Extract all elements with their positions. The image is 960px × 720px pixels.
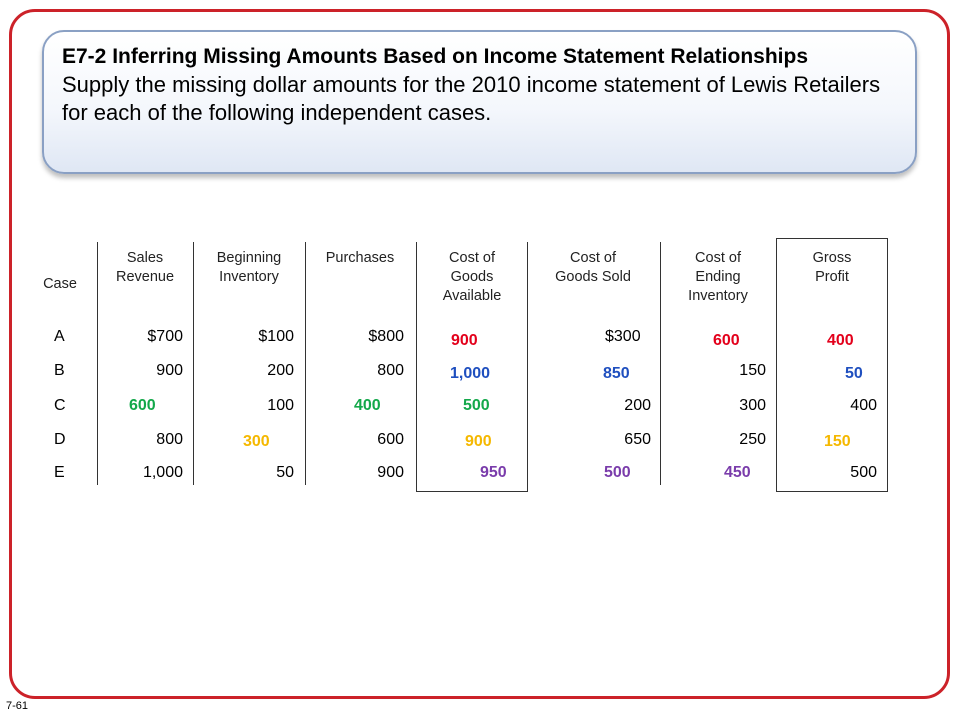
header-top-rule bbox=[776, 238, 888, 239]
gross-profit-value: 500 bbox=[850, 464, 877, 481]
purchases-answer: 400 bbox=[354, 397, 381, 414]
purchases-value: $800 bbox=[368, 328, 404, 345]
cost-goods-sold-answer: 500 bbox=[604, 464, 631, 481]
column-divider bbox=[97, 242, 98, 485]
case-label: A bbox=[54, 328, 65, 345]
purchases-value: 800 bbox=[377, 362, 404, 379]
header-gross-profit: Gross Profit bbox=[812, 250, 852, 285]
exercise-description: Supply the missing dollar amounts for the 2010 income statement of Lewis Retailers for each of the following independent cases. bbox=[62, 72, 881, 125]
cost-goods-sold-answer: 850 bbox=[603, 365, 630, 382]
purchases-value: 600 bbox=[377, 431, 404, 448]
sales-revenue-value: 1,000 bbox=[142, 464, 183, 481]
column-divider bbox=[776, 238, 777, 492]
ending-inventory-answer: 450 bbox=[724, 464, 751, 481]
header-case: Case bbox=[43, 276, 77, 292]
header-cost-goods-sold: Cost of Goods Sold bbox=[555, 250, 631, 285]
case-label: E bbox=[54, 464, 65, 481]
goods-available-answer: 900 bbox=[465, 433, 492, 450]
sales-revenue-value: 900 bbox=[156, 362, 183, 379]
header-sales-revenue: Sales Revenue bbox=[115, 250, 175, 285]
gross-profit-value: 400 bbox=[850, 397, 877, 414]
header-purchases: Purchases bbox=[325, 250, 395, 266]
cost-goods-sold-value: $300 bbox=[605, 328, 641, 345]
goods-available-answer: 900 bbox=[451, 332, 478, 349]
bottom-rule bbox=[776, 491, 888, 492]
cost-goods-sold-value: 200 bbox=[624, 397, 651, 414]
ending-inventory-answer: 600 bbox=[713, 332, 740, 349]
ending-inventory-value: 150 bbox=[739, 362, 766, 379]
slide-number: 7-61 bbox=[6, 700, 29, 712]
exercise-heading: E7-2 Inferring Missing Amounts Based on Income Statement Relationships bbox=[62, 45, 809, 68]
title-text bbox=[62, 43, 902, 127]
header-beginning-inventory: Beginning Inventory bbox=[216, 250, 282, 285]
goods-available-answer: 500 bbox=[463, 397, 490, 414]
title-box bbox=[42, 30, 917, 174]
bottom-rule bbox=[416, 491, 528, 492]
case-label: C bbox=[54, 397, 66, 414]
beginning-inventory-value: 200 bbox=[267, 362, 294, 379]
ending-inventory-value: 300 bbox=[739, 397, 766, 414]
beginning-inventory-value: 50 bbox=[276, 464, 294, 481]
ending-inventory-value: 250 bbox=[739, 431, 766, 448]
sales-revenue-value: $700 bbox=[147, 328, 183, 345]
gross-profit-answer: 150 bbox=[824, 433, 851, 450]
column-divider bbox=[887, 238, 888, 492]
column-divider bbox=[527, 242, 528, 492]
gross-profit-answer: 50 bbox=[845, 365, 863, 382]
beginning-inventory-value: $100 bbox=[258, 328, 294, 345]
case-label: B bbox=[54, 362, 65, 379]
case-label: D bbox=[54, 431, 66, 448]
column-divider bbox=[660, 242, 661, 485]
gross-profit-answer: 400 bbox=[827, 332, 854, 349]
purchases-value: 900 bbox=[377, 464, 404, 481]
beginning-inventory-answer: 300 bbox=[243, 433, 270, 450]
column-divider bbox=[305, 242, 306, 485]
header-cost-goods-available: Cost of Goods Available bbox=[442, 250, 502, 304]
goods-available-answer: 950 bbox=[480, 464, 507, 481]
sales-revenue-value: 800 bbox=[156, 431, 183, 448]
header-cost-ending-inventory: Cost of Ending Inventory bbox=[688, 250, 748, 304]
column-divider bbox=[416, 242, 417, 492]
sales-revenue-answer: 600 bbox=[129, 397, 156, 414]
goods-available-answer: 1,000 bbox=[450, 365, 491, 382]
beginning-inventory-value: 100 bbox=[267, 397, 294, 414]
column-divider bbox=[193, 242, 194, 485]
cost-goods-sold-value: 650 bbox=[624, 431, 651, 448]
